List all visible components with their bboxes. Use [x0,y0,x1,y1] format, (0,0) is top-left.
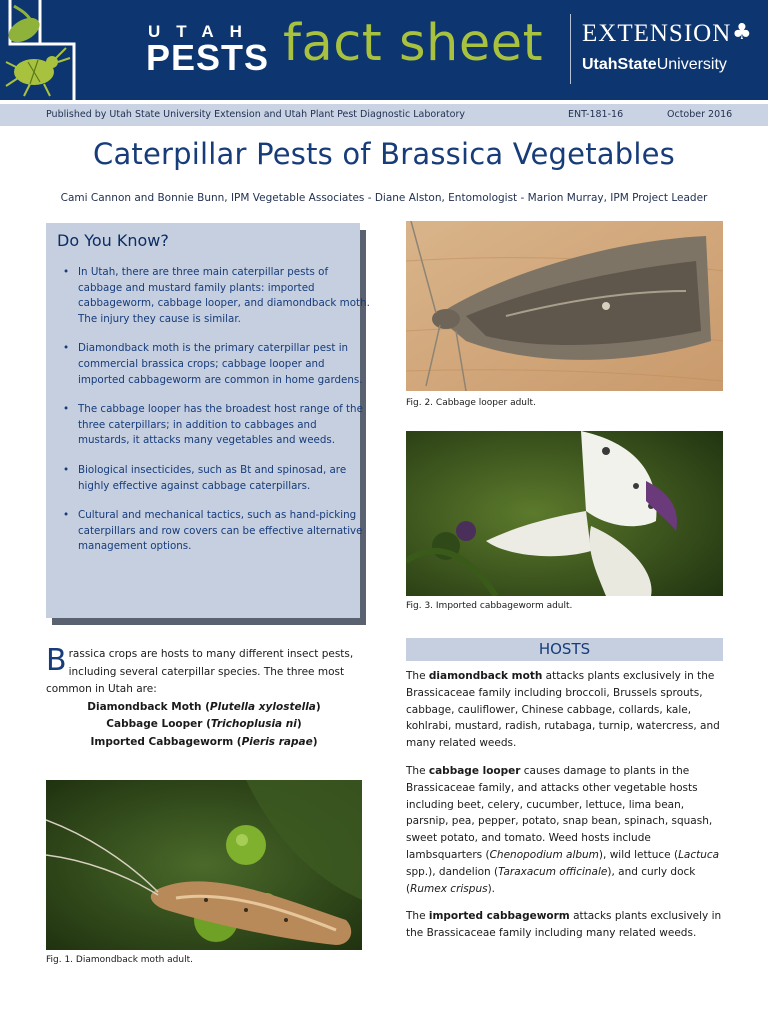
fact-sheet-label: fact sheet [283,14,544,73]
list-item: • Biological insecticides, such as Bt and spinosad, are highly effective against cabbage caterpillars. [78,463,370,494]
intro-paragraph [46,643,362,751]
publication-date: October 2016 [667,109,733,120]
fig3-caption: Fig. 3. Imported cabbageworm adult. [406,601,573,611]
page-title: Caterpillar Pests of Brassica Vegetables [93,137,675,171]
list-item: • Diamondback moth is the primary caterpillar pest in commercial brassica crops; cabbage looper and imported cabbageworm are common in home gardens. [78,341,370,388]
do-you-know-list [60,265,370,569]
fig1-caption: Fig. 1. Diamondback moth adult. [46,955,193,965]
usu-label [582,56,727,74]
species-list [46,699,362,752]
do-you-know-heading: Do You Know? [57,231,169,250]
publisher-text: Published by Utah State University Extension and Utah Plant Pest Diagnostic Laboratory [46,109,465,120]
hosts-heading: HOSTS [406,638,723,661]
authors-line: Cami Cannon and Bonnie Bunn, IPM Vegetable Associates - Diane Alston, Entomologist - Marion Murray, IPM Project Leader [60,192,708,204]
bug-logo [0,0,76,100]
hosts-section [406,668,724,953]
species-item: Diamondback Moth (Plutella xylostella) [87,700,321,713]
diamondback-moth-photo [46,780,362,950]
brand-utah: UTAH [148,22,258,41]
extension-label: EXTENSION [582,20,732,47]
list-item: • The cabbage looper has the broadest host range of the three caterpillars; in addition to cabbages and mustards, it attacks many vegetables and weeds. [78,402,370,449]
hosts-paragraph: The cabbage looper causes damage to plants in the Brassicaceae family, and attacks other vegetable hosts including beet, celery, cucumber, lettuce, lima bean, parsnip, pea, pepper, potato, snap bean, spinach, squash, sweet potato, and tomato. Weed hosts include lambsquarters (Chenopodium album), wild lettuce (Lactuca spp.), dandelion (Taraxacum officinale), and curly dock (Rumex crispus). [406,764,720,895]
header-divider [570,14,571,84]
fig2-caption: Fig. 2. Cabbage looper adult. [406,398,536,408]
list-item: • In Utah, there are three main caterpillar pests of cabbage and mustard family plants: imported cabbageworm, cabbage looper, and diamondback moth. The injury they cause is similar. [78,265,370,327]
drop-cap: B [46,643,67,678]
do-you-know-box [46,223,370,618]
clover-icon: ♣ [732,20,752,45]
publication-bar [0,104,768,126]
species-item: Cabbage Looper (Trichoplusia ni) [106,718,302,730]
list-item: • Cultural and mechanical tactics, such as hand-picking caterpillars and row covers can be effective alternative management options. [78,508,370,555]
imported-cabbageworm-photo [406,431,723,596]
cabbage-looper-photo [406,221,723,391]
brand-pests: PESTS [146,37,270,78]
intro-text: rassica crops are hosts to many different insect pests, including several caterpillar species. The three most common in Utah are: [46,648,354,695]
usu-bold: UtahState [582,56,657,73]
hosts-paragraph: The imported cabbageworm attacks plants exclusively in the Brassicaceae family including many related weeds. [406,910,722,940]
header-banner [0,0,768,100]
hosts-paragraph: The diamondback moth attacks plants exclusively in the Brassicaceae family including broccoli, Brussels sprouts, cabbage, cauliflower, Chinese cabbage, collards, kale, kohlrabi, mustard, radish, rutabaga, turnip, watercress, and many related weeds. [406,670,720,750]
usu-rest: University [656,56,727,73]
publication-code: ENT-181-16 [568,109,624,120]
species-item: Imported Cabbageworm (Pieris rapae) [90,735,318,748]
